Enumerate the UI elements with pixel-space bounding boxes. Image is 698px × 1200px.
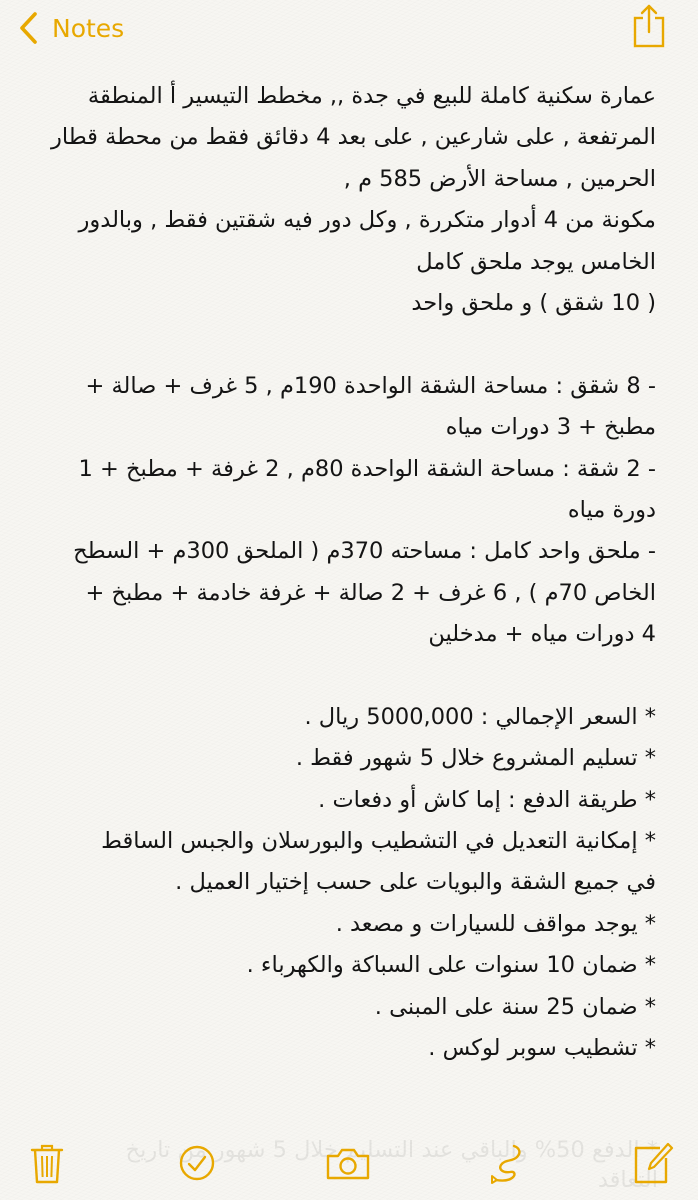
chevron-left-icon	[18, 11, 38, 45]
note-line	[34, 324, 656, 365]
sketch-button[interactable]	[484, 1140, 530, 1186]
note-line: - 8 شقق : مساحة الشقة الواحدة 190م , 5 غرف + صالة +	[85, 372, 656, 399]
bottom-toolbar	[0, 1130, 698, 1200]
note-line: الحرمين , مساحة الأرض 585 م ,	[343, 165, 656, 192]
camera-icon	[324, 1140, 370, 1186]
compose-new-note-button[interactable]	[630, 1140, 676, 1186]
navigation-bar	[0, 0, 698, 60]
note-line: ( 10 شقق ) و ملحق واحد	[411, 289, 656, 316]
note-line: مطبخ + 3 دورات مياه	[445, 414, 656, 441]
note-line: * إمكانية التعديل في التشطيب والبورسلان والجبس الساقط	[101, 828, 656, 855]
share-button[interactable]	[632, 2, 666, 48]
note-line: في جميع الشقة والبويات على حسب إختيار العميل .	[175, 869, 656, 896]
note-line: المرتفعة , على شارعين , على بعد 4 دقائق فقط من محطة قطار	[50, 124, 656, 151]
note-line: * السعر الإجمالي : 5000,000 ريال .	[304, 703, 656, 730]
note-line: الخامس يوجد ملحق كامل	[416, 248, 656, 275]
note-line: عمارة سكنية كاملة للبيع في جدة ,, مخطط التيسير أ المنطقة	[87, 83, 656, 109]
checklist-button[interactable]	[174, 1140, 220, 1186]
note-line	[34, 655, 656, 696]
note-line: - ملحق واحد كامل : مساحته 370م ( الملحق 300م + السطح	[73, 538, 656, 565]
note-line: - 2 شقة : مساحة الشقة الواحدة 80م , 2 غرفة + مطبخ + 1	[78, 455, 656, 482]
back-button-label: Notes	[52, 13, 125, 43]
note-line: * تسليم المشروع خلال 5 شهور فقط .	[295, 745, 656, 772]
note-text-body[interactable]	[34, 76, 656, 1069]
note-line: * ضمان 10 سنوات على السباكة والكهرباء .	[246, 952, 656, 979]
back-to-notes-button[interactable]	[18, 8, 124, 48]
note-line: دورة مياه	[567, 496, 656, 523]
delete-note-button[interactable]	[24, 1140, 70, 1186]
faded-note-line: * الدفع 50% والباقي عند التسليم خلال 5 شهور من تاريخ	[125, 1137, 658, 1163]
note-line: * تشطيب سوبر لوكس .	[428, 1034, 656, 1061]
add-photo-button[interactable]	[324, 1140, 370, 1186]
share-icon	[632, 33, 666, 52]
note-line: الخاص 70م ) , 6 غرف + 2 صالة + غرفة خادمة + مطبخ +	[85, 579, 656, 606]
note-line: * طريقة الدفع : إما كاش أو دفعات .	[318, 786, 656, 813]
faded-note-line: التعاقد	[597, 1167, 658, 1193]
note-line: 4 دورات مياه + مدخلين	[428, 621, 656, 648]
note-line: مكونة من 4 أدوار متكررة , وكل دور فيه شقتين فقط , وبالدور	[78, 207, 656, 234]
compose-icon	[630, 1140, 676, 1186]
note-line: * يوجد مواقف للسيارات و مصعد .	[335, 910, 656, 937]
sketch-icon	[484, 1140, 530, 1186]
note-line: * ضمان 25 سنة على المبنى .	[374, 993, 656, 1020]
checkmark-icon	[174, 1140, 220, 1186]
trash-icon	[24, 1140, 70, 1186]
